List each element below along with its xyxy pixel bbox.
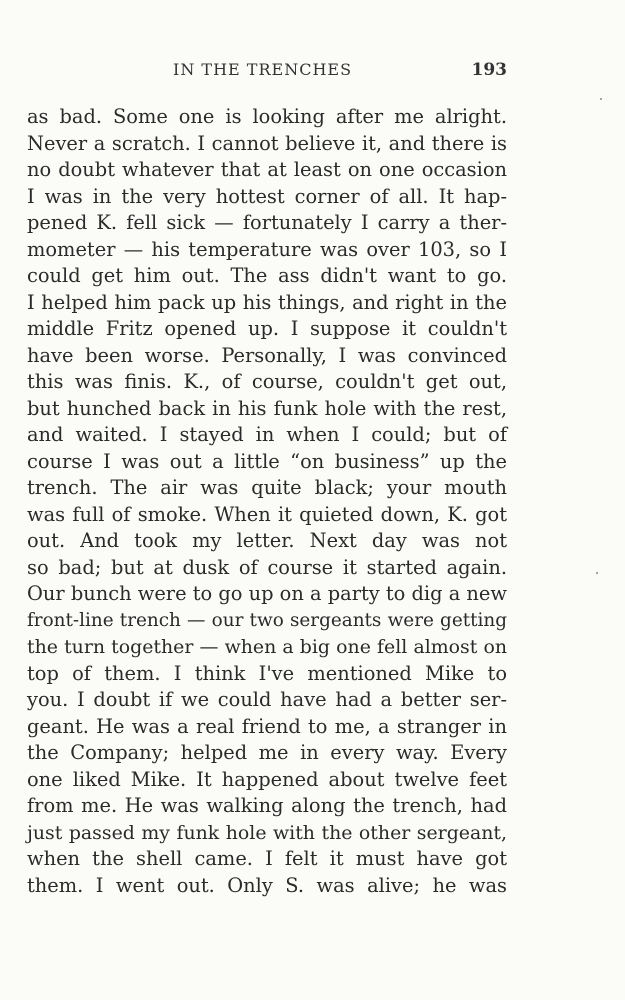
text-line: but hunched back in his funk hole with the rest,: [27, 396, 507, 420]
paper-speck: [600, 98, 602, 100]
page-number: 193: [471, 60, 507, 80]
text-line: this was finis. K., of course, couldn't get out,: [27, 370, 507, 393]
text-line: was full of smoke. When it quieted down, K. got: [27, 502, 507, 526]
text-line: just passed my funk hole with the other sergeant,: [27, 821, 507, 844]
text-line: geant. He was a real friend to me, a stranger in: [27, 714, 507, 738]
page-header: [27, 60, 507, 86]
text-line: them. I went out. Only S. was alive; he was: [27, 873, 507, 897]
text-line: front-line trench — our two sergeants were getting: [27, 609, 507, 631]
text-line: trench. The air was quite black; your mouth: [27, 476, 507, 499]
body-text: [27, 104, 507, 899]
text-line: course I was out a little “on business” up the: [27, 449, 507, 473]
text-line: one liked Mike. It happened about twelve feet: [27, 767, 507, 791]
text-line: middle Fritz opened up. I suppose it couldn't: [27, 317, 507, 340]
text-line: I was in the very hottest corner of all. It hap-: [27, 184, 507, 208]
text-line: the Company; helped me in every way. Every: [27, 741, 507, 764]
text-line: you. I doubt if we could have had a better ser-: [27, 688, 507, 711]
text-line: Never a scratch. I cannot believe it, and there is: [27, 131, 507, 155]
running-head: IN THE TRENCHES: [173, 60, 353, 79]
text-line: no doubt whatever that at least on one occasion: [27, 158, 507, 181]
text-line: mometer — his temperature was over 103, so I: [27, 237, 507, 261]
paper-speck: [596, 572, 598, 574]
text-line: pened K. fell sick — fortunately I carry a ther-: [27, 211, 507, 234]
text-line: could get him out. The ass didn't want to go.: [27, 264, 507, 287]
text-line: so bad; but at dusk of course it started again.: [27, 555, 507, 579]
text-line: out. And took my letter. Next day was not: [27, 529, 507, 552]
text-line: have been worse. Personally, I was convinced: [27, 343, 507, 367]
text-line: from me. He was walking along the trench, had: [27, 794, 507, 817]
text-line: and waited. I stayed in when I could; but of: [27, 423, 507, 446]
text-line: as bad. Some one is looking after me alright.: [27, 105, 507, 128]
text-line: when the shell came. I felt it must have got: [27, 847, 507, 870]
text-line: Our bunch were to go up on a party to dig a new: [27, 582, 507, 605]
text-line: the turn together — when a big one fell almost on: [27, 636, 507, 658]
text-line: I helped him pack up his things, and right in the: [27, 290, 507, 314]
text-line: top of them. I think I've mentioned Mike to: [27, 661, 507, 685]
